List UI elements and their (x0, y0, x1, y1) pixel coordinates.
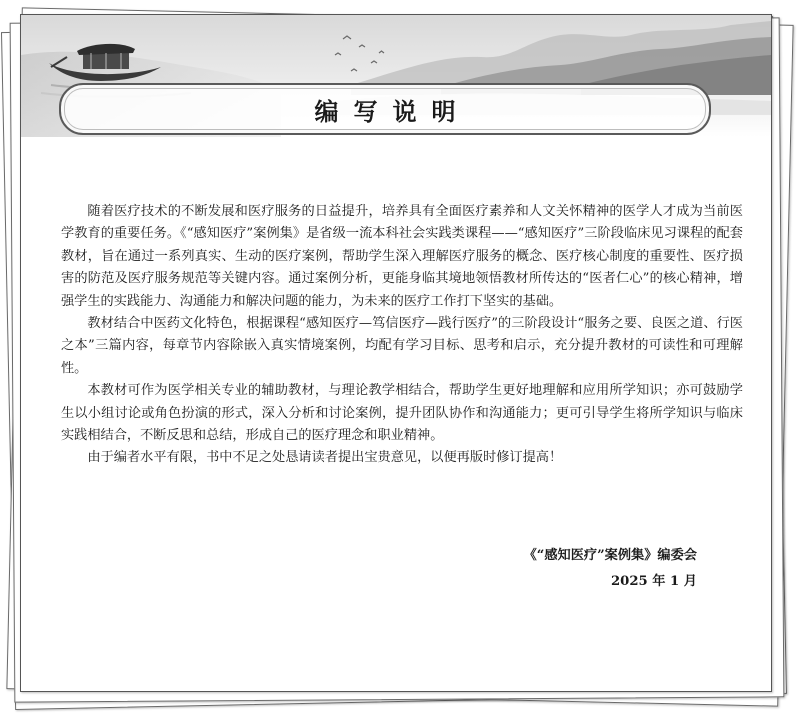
body-text (61, 201, 743, 470)
signoff (524, 543, 697, 595)
page-title: 编写说明 (314, 97, 471, 126)
paragraph: 教材结合中医药文化特色，根据课程“感知医疗—笃信医疗—践行医疗”的三阶段设计“服务之要、良医之道、行医之本”三篇内容，每章节内容除嵌入真实情境案例，均配有学习目标、思考和启示，充分提升教材的可读性和可理解性。 (61, 316, 743, 376)
publication-date: 2025 年 1 月 (610, 574, 697, 589)
paragraph: 由于编者水平有限，书中不足之处恳请读者提出宝贵意见，以便再版时修订提高！ (87, 450, 563, 466)
ink-wash-banner (21, 15, 771, 137)
editorial-committee: 《“感知医疗”案例集》编委会 (523, 548, 697, 563)
paragraph: 本教材可作为医学相关专业的辅助教材，与理论教学相结合，帮助学生更好地理解和应用所学知识；亦可鼓励学生以小组讨论或角色扮演的形式，深入分析和讨论案例，提升团队协作和沟通能力；更可引导学生将所学知识与临床实践相结合，不断反思和总结，形成自己的医疗理念和职业精神。 (61, 383, 743, 444)
title-frame (59, 83, 711, 135)
paragraph: 随着医疗技术的不断发展和医疗服务的日益提升，培养具有全面医疗素养和人文关怀精神的医学人才成为当前医学教育的重要任务。《“感知医疗”案例集》是省级一流本科社会实践类课程——“感知医疗”三阶段临床见习课程的配套教材，旨在通过一系列真实、生动的医疗案例，帮助学生深入理解医疗服务的概念、医疗核心制度的重要性、医疗损害的防范及医疗服务规范等关键内容。通过案例分析，更能身临其境地领悟教材所传达的“医者仁心”的核心精神，增强学生的实践能力、沟通能力和解决问题的能力，为未来的医疗工作打下坚实的基础。 (61, 204, 743, 309)
page (20, 14, 772, 692)
